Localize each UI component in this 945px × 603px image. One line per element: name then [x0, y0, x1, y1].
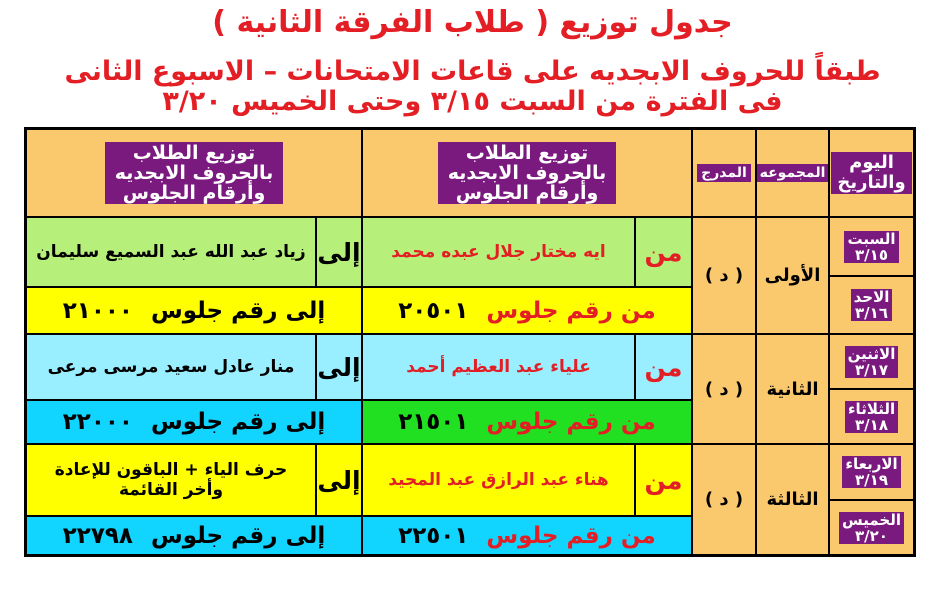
to-block-header-line: بالحروف الابجديه	[114, 162, 274, 184]
from-name-cell	[362, 217, 635, 287]
day-label	[844, 231, 898, 263]
day-label-line: ٣/١٦	[855, 304, 888, 322]
day-label-line: الاحد	[853, 288, 890, 306]
group-header: المجموعه	[756, 164, 829, 182]
to-name: حرف الياء + الباقون للإعادة وأخر القائمة	[54, 460, 288, 500]
group-cell	[756, 334, 829, 444]
day-label	[842, 456, 900, 488]
day-label-line: السبت	[847, 229, 896, 248]
group-name: الأولى	[764, 265, 821, 286]
from-label: من	[644, 352, 683, 382]
from-label-cell	[635, 217, 692, 287]
to-name: منار عادل سعيد مرسى مرعى	[47, 357, 295, 377]
group-cell	[756, 444, 829, 555]
day-label-line: ٣/١٨	[855, 415, 888, 434]
to-label: إلى	[317, 352, 361, 382]
to-seat-number: ٢١٠٠٠	[62, 297, 133, 324]
header-to	[26, 129, 362, 217]
from-label: من	[644, 237, 683, 267]
day-date-header-line: والتاريخ	[837, 172, 906, 193]
hall-name: ( د )	[704, 489, 744, 510]
group-cell	[756, 217, 829, 334]
day-label-line: الثلاثاء	[847, 399, 896, 418]
day-cell	[829, 500, 914, 555]
day-label-line: ٣/١٩	[855, 471, 888, 489]
header-group	[756, 129, 829, 217]
to-seat-cell	[26, 287, 362, 334]
to-label-cell	[316, 217, 362, 287]
group-name: الثالثة	[766, 489, 819, 510]
hall-cell	[692, 444, 756, 555]
to-seat-label: إلى رقم جلوس	[150, 522, 326, 549]
from-label: من	[644, 465, 683, 495]
from-seat-cell	[362, 400, 692, 444]
group-name: الثانية	[766, 378, 819, 400]
hall-name: ( د )	[704, 265, 744, 286]
header-day-date	[829, 129, 914, 217]
day-label	[845, 401, 898, 433]
day-cell	[829, 334, 914, 389]
from-label-cell	[635, 334, 692, 400]
header-from	[362, 129, 692, 217]
to-name-cell	[26, 334, 316, 400]
distribution-table	[24, 127, 916, 557]
to-label-cell	[316, 444, 362, 516]
from-block-header	[438, 142, 617, 204]
to-seat-label: إلى رقم جلوس	[150, 297, 326, 324]
from-seat-number: ٢٢٥٠١	[398, 522, 469, 549]
from-label-cell	[635, 444, 692, 516]
day-label	[839, 512, 904, 544]
to-name-cell	[26, 444, 316, 516]
day-cell	[829, 217, 914, 276]
day-date-header-line: اليوم	[849, 152, 894, 173]
day-cell	[829, 276, 914, 334]
from-seat-number: ٢٠٥٠١	[398, 297, 469, 324]
day-label	[851, 289, 893, 321]
from-name-cell	[362, 334, 635, 400]
to-name-cell	[26, 217, 316, 287]
day-label-line: ٣/١٥	[855, 245, 888, 264]
day-label-line: ٣/٢٠	[855, 526, 888, 545]
day-label-line: الاثنين	[847, 344, 896, 363]
to-block-header	[105, 142, 284, 204]
day-label-line: ٣/١٧	[855, 360, 888, 379]
from-seat-cell	[362, 287, 692, 334]
day-label-line: الاربعاء	[845, 455, 898, 473]
to-block-header-line: وأرقام الجلوس	[122, 182, 266, 204]
from-block-header-line: توزيع الطلاب	[465, 142, 589, 164]
from-block-header-line: وأرقام الجلوس	[455, 182, 599, 204]
to-label: إلى	[317, 237, 361, 267]
page-title: جدول توزيع ( طلاب الفرقة الثانية )	[212, 5, 733, 40]
hall-header: المدرج	[697, 164, 751, 182]
from-seat-label: من رقم جلوس	[486, 409, 656, 435]
from-seat-number: ٢١٥٠١	[398, 409, 469, 435]
from-block-header-line: بالحروف الابجديه	[447, 162, 607, 184]
to-seat-number: ٢٢٠٠٠	[62, 409, 133, 435]
page-subtitle: طبقاً للحروف الابجديه على قاعات الامتحانات – الاسبوع الثانى	[64, 56, 881, 87]
hall-cell	[692, 217, 756, 334]
to-name: زياد عبد الله عبد السميع سليمان	[36, 242, 306, 262]
from-seat-label: من رقم جلوس	[486, 522, 656, 549]
to-seat-number: ٢٢٧٩٨	[62, 522, 133, 549]
day-cell	[829, 444, 914, 500]
hall-cell	[692, 334, 756, 444]
from-seat-cell	[362, 516, 692, 555]
period-line: فى الفترة من السبت ٣/١٥ وحتى الخميس ٣/٢٠	[162, 86, 783, 117]
to-seat-cell	[26, 516, 362, 555]
to-seat-label: إلى رقم جلوس	[150, 409, 326, 435]
from-name: ايه مختار جلال عبده محمد	[391, 242, 606, 262]
to-label-cell	[316, 334, 362, 400]
from-name-cell	[362, 444, 635, 516]
to-seat-cell	[26, 400, 362, 444]
header-hall	[692, 129, 756, 217]
from-name: علياء عبد العظيم أحمد	[406, 357, 591, 377]
to-label: إلى	[317, 465, 361, 495]
day-label	[845, 346, 899, 378]
day-date-header	[831, 152, 911, 194]
from-name: هناء عبد الرازق عبد المجيد	[388, 470, 609, 490]
day-cell	[829, 389, 914, 444]
from-seat-label: من رقم جلوس	[486, 297, 656, 324]
hall-name: ( د )	[704, 378, 744, 400]
to-block-header-line: توزيع الطلاب	[132, 142, 256, 164]
day-label-line: الخميس	[842, 510, 901, 529]
